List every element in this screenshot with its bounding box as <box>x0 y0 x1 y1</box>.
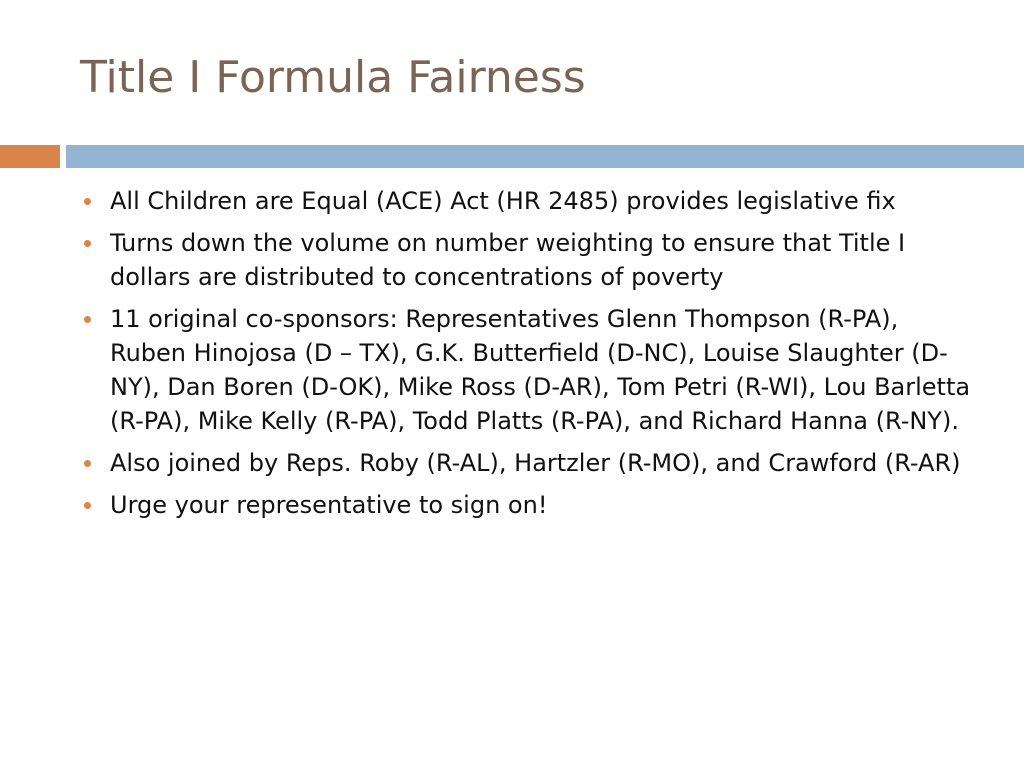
bullet-item <box>80 302 980 438</box>
title-rule-bar <box>66 145 1024 168</box>
bullet-dot-icon <box>84 460 91 467</box>
bullet-list <box>80 184 980 530</box>
bullet-item <box>80 446 980 480</box>
accent-bar <box>0 145 60 168</box>
bullet-item <box>80 226 980 294</box>
bullet-dot-icon <box>84 502 91 509</box>
bullet-item <box>80 184 980 218</box>
bullet-text: All Children are Equal (ACE) Act (HR 2485) provides legislative fix <box>110 187 896 215</box>
bullet-text: Also joined by Reps. Roby (R-AL), Hartzler (R-MO), and Crawford (R-AR) <box>110 449 961 477</box>
bullet-text: Turns down the volume on number weighting to ensure that Title I dollars are distributed to concentrations of poverty <box>110 229 906 291</box>
bullet-dot-icon <box>84 198 91 205</box>
slide-title: Title I Formula Fairness <box>80 52 586 103</box>
bullet-dot-icon <box>84 240 91 247</box>
bullet-item <box>80 488 980 522</box>
bullet-dot-icon <box>84 316 91 323</box>
bullet-text: 11 original co-sponsors: Representatives Glenn Thompson (R-PA), Ruben Hinojosa (D – TX), G.K. Butterfield (D-NC), Louise Slaughter (D-NY), Dan Boren (D-OK), Mike Ross (D-AR), Tom Petri (R-WI), Lou Barletta (R-PA), Mike Kelly (R-PA), Todd Platts (R-PA), and Richard Hanna (R-NY). <box>110 305 971 435</box>
bullet-text: Urge your representative to sign on! <box>110 491 548 519</box>
